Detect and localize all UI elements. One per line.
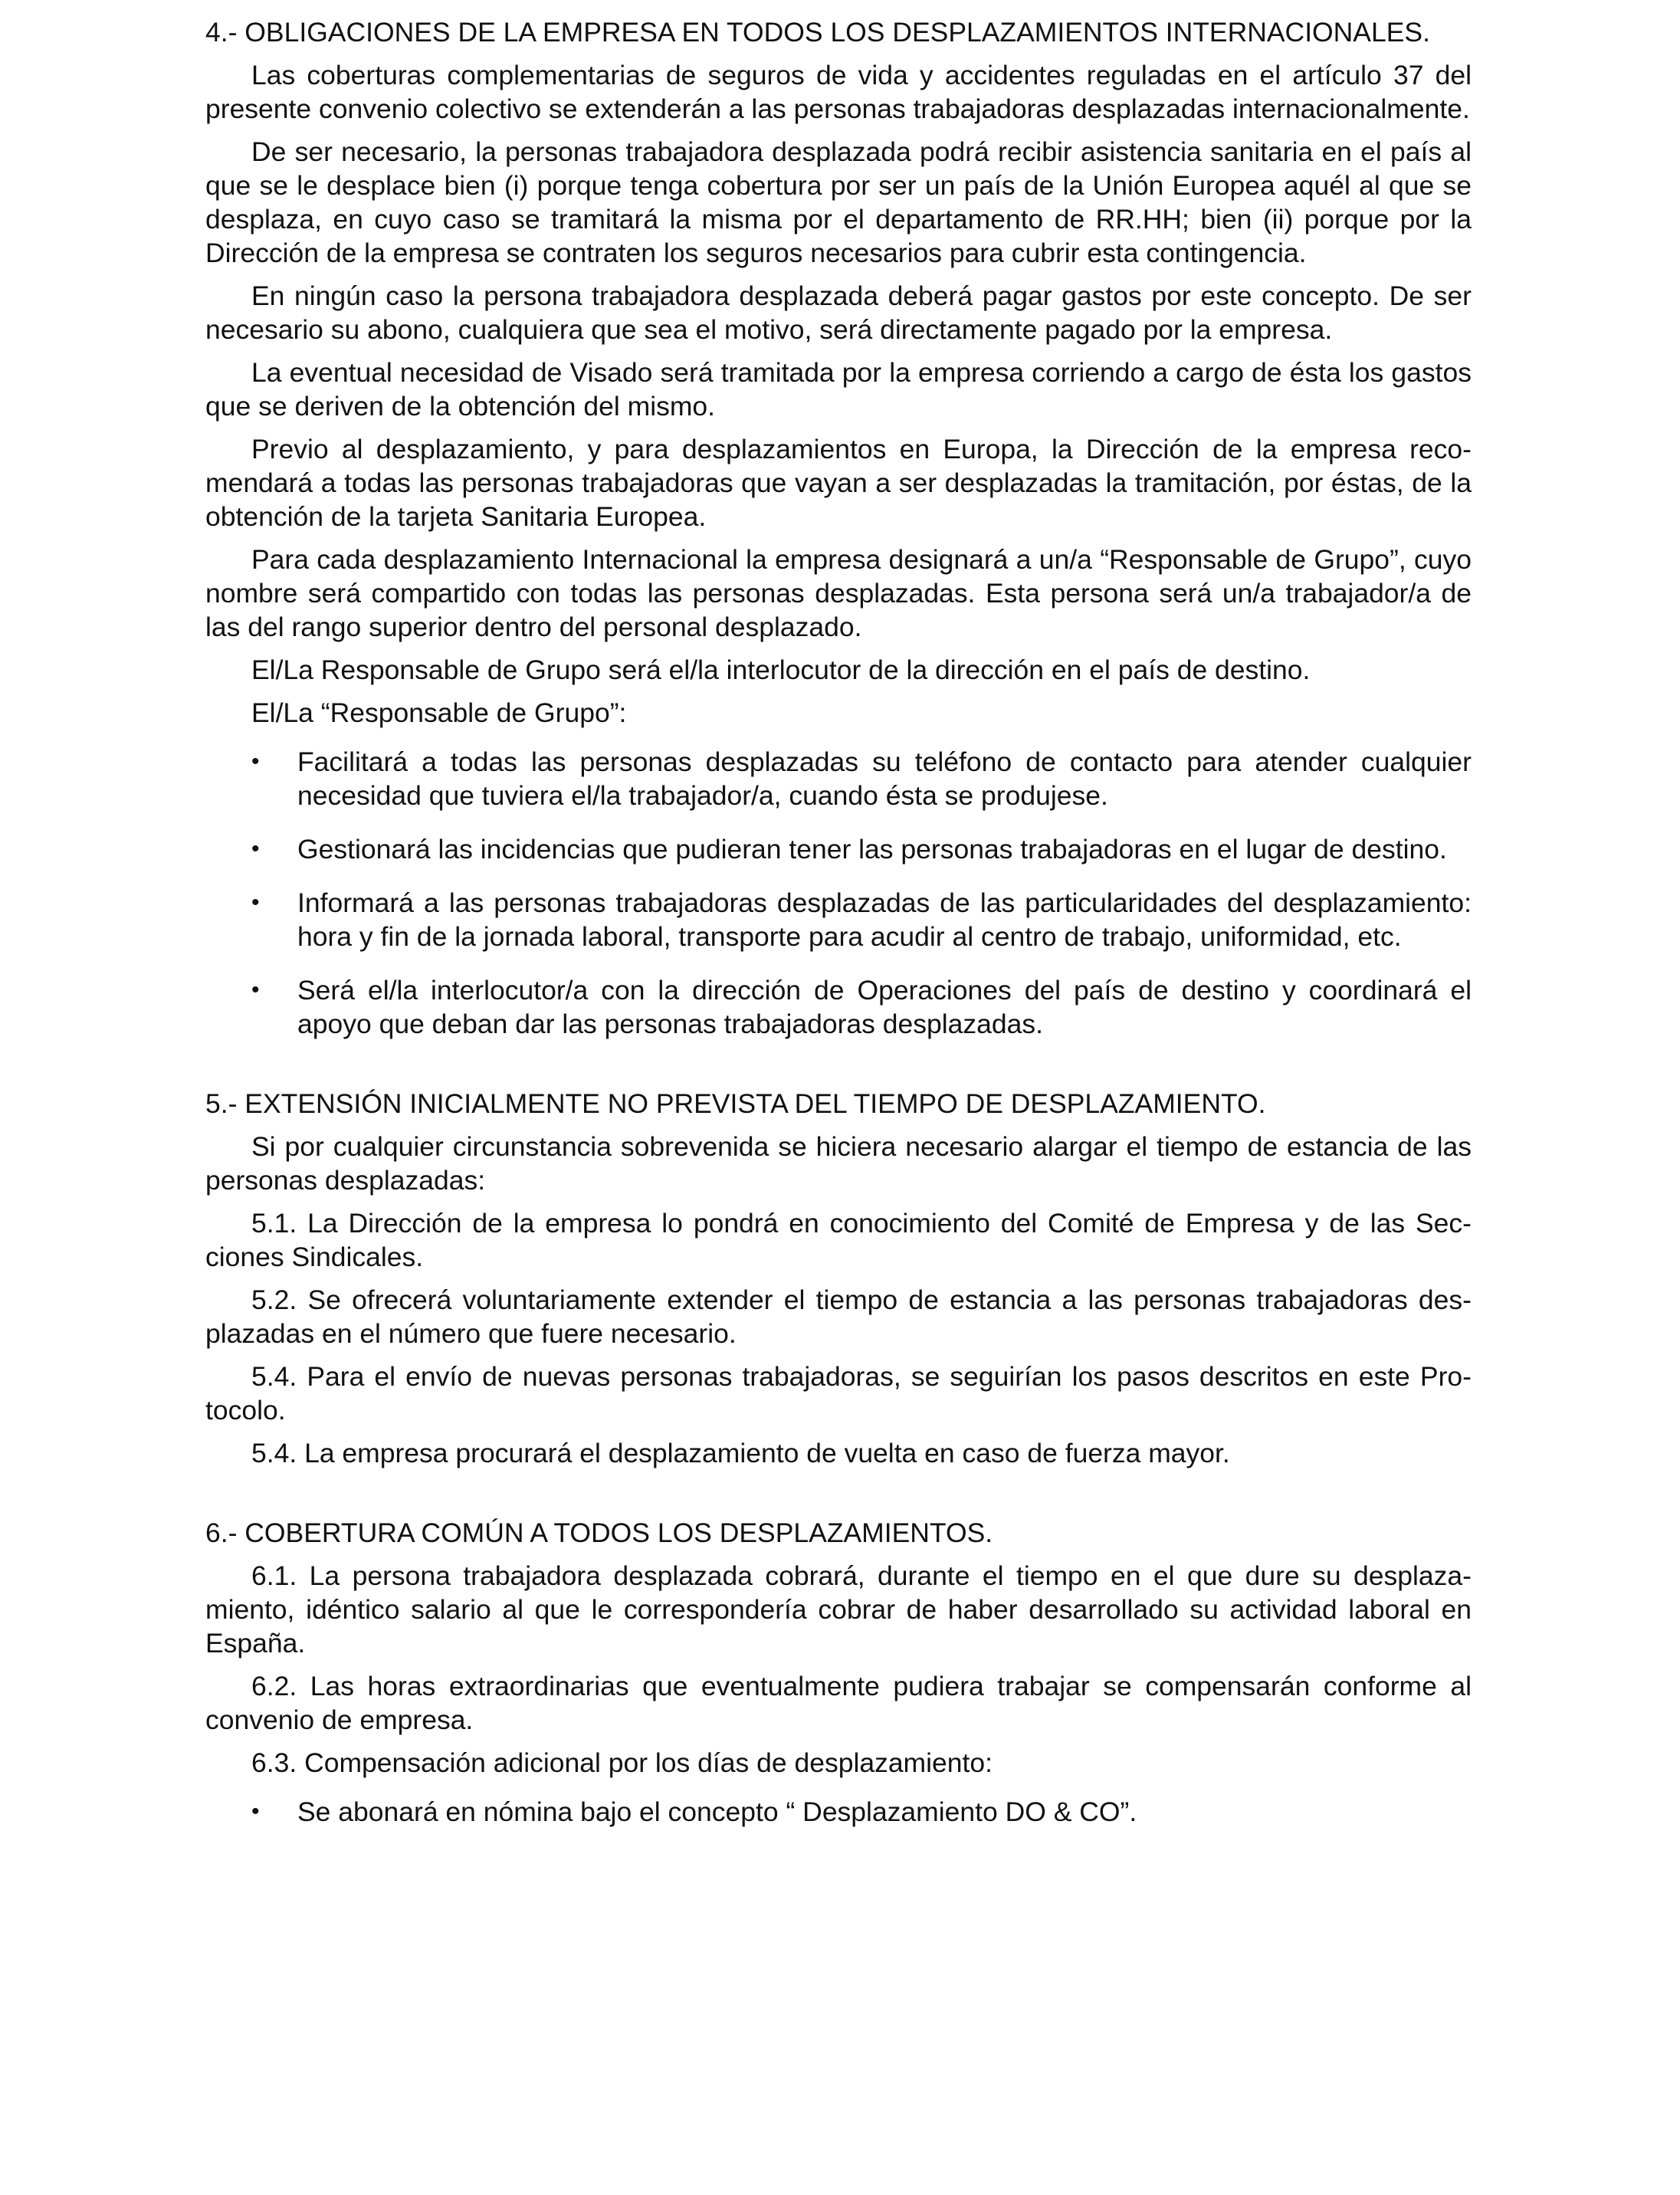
section-6-paragraph: 6.3. Compensación adicional por los días de desplazamiento:	[251, 1747, 993, 1778]
section-5-paragraph: 5.2. Se ofrecerá voluntariamente extender el tiempo de estancia a las personas trabajadoras desplazadas en el número que fuere necesario.	[205, 1285, 1472, 1349]
list-item	[205, 886, 1472, 953]
section-4-paragraph: El/La “Responsable de Grupo”:	[251, 697, 627, 728]
list-item-text: Será el/la interlocutor/a con la dirección de Operaciones del país de destino y coordinará el apoyo que deban dar las personas trabajadoras desplazadas.	[297, 975, 1472, 1039]
section-6-bullet-list	[205, 1795, 1472, 1829]
list-item-text: Informará a las personas trabajadoras desplazadas de las particularidades del desplazamiento: hora y fin de la jornada laboral, transporte para acudir al centro de trabajo, uniformidad, etc.	[297, 888, 1472, 952]
bullet-icon: •	[251, 890, 260, 915]
document-page	[205, 15, 1472, 1829]
list-item-text: Gestionará las incidencias que pudieran tener las personas trabajadoras en el lugar de destino.	[297, 834, 1447, 865]
bullet-icon: •	[251, 749, 260, 774]
section-4-paragraph: Para cada desplazamiento Internacional la empresa designará a un/a “Responsable de Grupo”, cuyo nombre será compartido con todas las personas desplazadas. Esta persona será un/a trabajador/a de las del rango superior dentro del personal desplazado.	[205, 544, 1472, 642]
bullet-icon: •	[251, 977, 260, 1002]
section-4-paragraph: En ningún caso la persona trabajadora desplazada deberá pagar gastos por este concepto. De ser necesario su abono, cualquiera que sea el motivo, será directamente pagado por la empresa.	[205, 281, 1472, 345]
section-6-paragraph: 6.2. Las horas extraordinarias que eventualmente pudiera trabajar se compensarán conforme al convenio de empresa.	[205, 1671, 1472, 1735]
section-6-paragraph: 6.1. La persona trabajadora desplazada cobrará, durante el tiempo en el que dure su desplazamiento, idéntico salario al que le correspondería cobrar de haber desarrollado su actividad laboral en España.	[205, 1560, 1472, 1659]
bullet-icon: •	[251, 836, 260, 861]
list-item	[205, 1795, 1472, 1829]
section-5-paragraph: Si por cualquier circunstancia sobrevenida se hiciera necesario alargar el tiempo de estancia de las personas desplazadas:	[205, 1131, 1472, 1196]
section-5-paragraph: 5.4. La empresa procurará el desplazamiento de vuelta en caso de fuerza mayor.	[251, 1438, 1230, 1468]
bullet-icon: •	[251, 1799, 260, 1824]
section-5-paragraph: 5.1. La Dirección de la empresa lo pondrá en conocimiento del Comité de Empresa y de las Secciones Sindicales.	[205, 1208, 1472, 1272]
section-5-paragraph: 5.4. Para el envío de nuevas personas trabajadoras, se seguirían los pasos descritos en este Protocolo.	[205, 1361, 1472, 1426]
list-item-text: Se abonará en nómina bajo el concepto “ Desplazamiento DO & CO”.	[297, 1796, 1137, 1827]
section-6-heading: 6.- COBERTURA COMÚN A TODOS LOS DESPLAZAMIENTOS.	[205, 1517, 993, 1548]
list-item	[205, 832, 1472, 866]
section-4-paragraph: Previo al desplazamiento, y para desplazamientos en Europa, la Dirección de la empresa recomendará a todas las personas trabajadoras que vayan a ser desplazadas la tramitación, por éstas, de la obtención de la tarjeta Sanitaria Europea.	[205, 434, 1472, 532]
section-4-bullet-list	[205, 745, 1472, 1041]
section-5-heading: 5.- EXTENSIÓN INICIALMENTE NO PREVISTA DEL TIEMPO DE DESPLAZAMIENTO.	[205, 1088, 1266, 1119]
list-item-text: Facilitará a todas las personas desplazadas su teléfono de contacto para atender cualquier necesidad que tuviera el/la trabajador/a, cuando ésta se produjese.	[297, 746, 1472, 811]
section-4-paragraph: De ser necesario, la personas trabajadora desplazada podrá recibir asistencia sanitaria en el país al que se le desplace bien (i) porque tenga cobertura por ser un país de la Unión Europea aquél al que se desplaza, en cuyo caso se tramitará la misma por el departamento de RR.HH; bien (ii) porque por la Dirección de la empresa se contraten los seguros necesarios para cubrir esta contingencia.	[205, 136, 1472, 268]
section-4-paragraph: Las coberturas complementarias de seguros de vida y accidentes reguladas en el artículo 37 del presente convenio colectivo se extenderán a las personas trabajadoras desplazadas internacionalmente.	[205, 60, 1472, 124]
section-4-paragraph: El/La Responsable de Grupo será el/la interlocutor de la dirección en el país de destino.	[251, 655, 1311, 685]
section-4-heading: 4.- OBLIGACIONES DE LA EMPRESA EN TODOS LOS DESPLAZAMIENTOS INTERNACIONALES.	[205, 17, 1430, 48]
list-item	[205, 973, 1472, 1041]
section-4-paragraph: La eventual necesidad de Visado será tramitada por la empresa corriendo a cargo de ésta los gastos que se deriven de la obtención del mismo.	[205, 357, 1472, 422]
list-item	[205, 745, 1472, 812]
